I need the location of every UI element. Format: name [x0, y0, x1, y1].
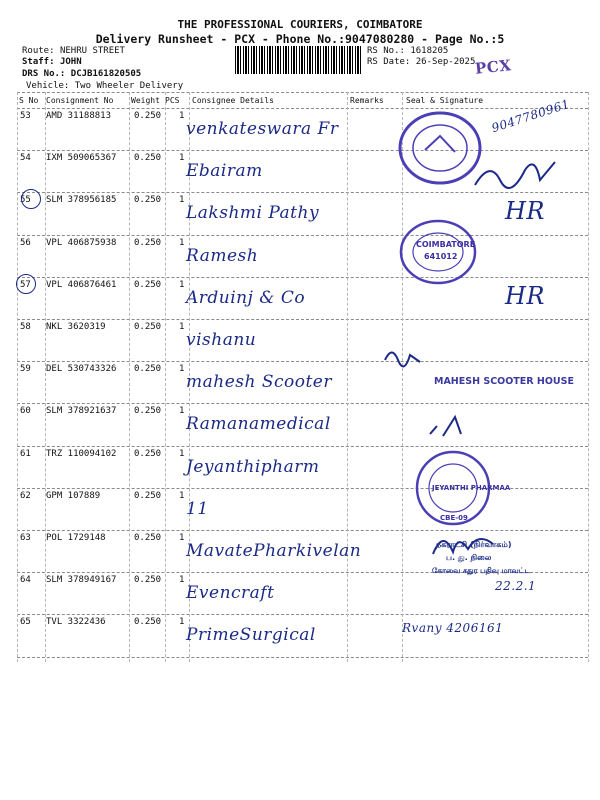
row-consignment: TRZ 110094102	[46, 448, 117, 459]
tamil-stamp-line2: ப. து. நிலை	[446, 553, 492, 562]
row-sno: 63	[20, 533, 31, 543]
row-consignee-handwriting: Ramesh	[186, 245, 259, 266]
row-consignee-handwriting: Ebairam	[186, 161, 263, 182]
row-consignment: POL 1729148	[46, 533, 106, 543]
row-consignee-handwriting: mahesh Scooter	[186, 372, 332, 393]
row-consignment: NKL 3620319	[46, 322, 106, 332]
row-remark-handwriting: HR	[505, 281, 545, 310]
signature-row-60	[425, 412, 470, 442]
grid-row-line	[17, 657, 588, 658]
row-sno: 55	[20, 195, 31, 206]
row-consignment: GPM 107889	[46, 490, 101, 501]
row-pcs: 1	[179, 237, 185, 248]
row-57-circle-mark	[16, 274, 36, 294]
grid-row-line	[17, 403, 588, 404]
row-consignment: VPL 406876461	[46, 279, 117, 290]
row-sno: 60	[20, 406, 31, 417]
row-pcs: 1	[179, 490, 185, 501]
row-weight: 0.250	[134, 575, 162, 586]
grid-row-line	[17, 530, 588, 531]
row-consignee-handwriting: Arduinj & Co	[186, 287, 306, 308]
grid-row-line	[17, 614, 588, 615]
signature-row-63	[428, 524, 498, 564]
row-weight: 0.250	[134, 322, 162, 332]
col-remarks: Remarks	[350, 96, 384, 105]
stamp-coimbatore-text: COIMBATORE	[416, 240, 476, 249]
drs-value: DCJB161820505	[70, 69, 142, 79]
staff-value: JOHN	[59, 57, 82, 67]
route-value: NEHRU STREET	[59, 46, 125, 56]
row-consignment: TVL 3322436	[46, 617, 106, 628]
row-pcs: 1	[179, 111, 185, 121]
col-sno: S No	[19, 96, 39, 105]
row-pcs: 1	[179, 617, 185, 628]
row-weight: 0.250	[134, 490, 162, 501]
grid-col-line	[17, 92, 18, 662]
rs-date: RS Date: 26-Sep-2025	[367, 57, 476, 67]
row-consignee-handwriting: Ramanamedical	[186, 414, 331, 435]
grid-col-line	[165, 92, 166, 662]
grid-col-line	[588, 92, 589, 662]
row-55-circle-mark	[21, 189, 41, 209]
col-pcs: PCS	[165, 96, 180, 105]
row-weight: 0.250	[134, 617, 162, 628]
row-remark-handwriting: Rvany 4206161	[402, 621, 504, 636]
grid-row-line	[17, 361, 588, 362]
route-line	[22, 46, 125, 56]
row-consignee-handwriting: 11	[186, 498, 209, 519]
row-pcs: 1	[179, 279, 185, 290]
row-weight: 0.250	[134, 195, 162, 206]
grid-col-line	[129, 92, 130, 662]
tamil-stamp-line1: நகராட்சி (நிர்வாகம்)	[436, 540, 512, 549]
signature-row-58	[380, 340, 430, 370]
row-consignment: SLM 378921637	[46, 406, 117, 417]
barcode	[235, 46, 363, 74]
row-sno: 58	[20, 322, 31, 332]
row-consignment: IXM 509065367	[46, 153, 117, 164]
jeyanthi-stamp-city: CBE-09	[440, 514, 468, 522]
drs-line	[22, 69, 141, 79]
drs-label: DRS No.:	[22, 69, 66, 79]
grid-row-line	[17, 235, 588, 236]
col-weight: Weight	[131, 96, 160, 105]
row-consignee-handwriting: Lakshmi Pathy	[186, 203, 320, 224]
row-remark-handwriting: HR	[505, 197, 545, 226]
row-sno: 54	[20, 153, 31, 164]
col-consignee: Consignee Details	[192, 96, 274, 105]
row-consignee-handwriting: MavatePharkivelan	[186, 541, 362, 561]
row-weight: 0.250	[134, 279, 162, 290]
staff-label: Staff:	[22, 57, 55, 67]
row-consignee-handwriting: vishanu	[186, 330, 257, 350]
row-sno: 64	[20, 575, 31, 586]
tamil-stamp-line3: கோவை சதுர பதிவு மாவட்ட	[432, 566, 531, 575]
grid-row-line	[17, 319, 588, 320]
pcx-stamp: PCX	[474, 56, 513, 78]
row-pcs: 1	[179, 406, 185, 417]
row-consignee-handwriting: Evencraft	[186, 583, 275, 604]
row-pcs: 1	[179, 322, 185, 332]
col-seal: Seal & Signature	[406, 96, 484, 105]
row-consignee-handwriting: Jeyanthipharm	[186, 456, 320, 477]
stamp-pin-text: 641012	[424, 252, 458, 261]
row-consignment: VPL 406875938	[46, 237, 117, 248]
row-sno: 56	[20, 237, 31, 248]
company-title: THE PROFESSIONAL COURIERS, COIMBATORE	[177, 18, 423, 31]
row-weight: 0.250	[134, 406, 162, 417]
row-weight: 0.250	[134, 237, 162, 248]
vehicle-line: Vehicle: Two Wheeler Delivery	[26, 81, 184, 91]
row-sno: 59	[20, 364, 31, 375]
row-pcs: 1	[179, 448, 185, 459]
mahesh-scooter-stamp: MAHESH SCOOTER HOUSE	[434, 376, 574, 387]
grid-col-line	[347, 92, 348, 662]
jeyanthi-stamp-name: JEYANTHI PHARMAA	[432, 484, 511, 492]
row-sno: 53	[20, 111, 31, 121]
row-pcs: 1	[179, 575, 185, 586]
rs-number: RS No.: 1618205	[367, 46, 449, 56]
row-sno: 57	[20, 279, 31, 290]
row-weight: 0.250	[134, 364, 162, 375]
grid-row-line	[17, 277, 588, 278]
grid-row-line	[17, 446, 588, 447]
signature-row-54	[470, 150, 560, 195]
runsheet-subtitle: Delivery Runsheet - PCX - Phone No.:9047080280 - Page No.:5	[95, 32, 505, 46]
row-pcs: 1	[179, 153, 185, 164]
row-consignee-handwriting: PrimeSurgical	[186, 625, 316, 646]
row-pcs: 1	[179, 364, 185, 375]
route-label: Route:	[22, 46, 55, 56]
row-consignment: SLM 378956185	[46, 195, 117, 206]
row-consignment: SLM 378949167	[46, 575, 117, 586]
staff-line	[22, 57, 82, 67]
row-consignment: DEL 530743326	[46, 364, 117, 375]
row-consignment: AMD 31188813	[46, 111, 112, 121]
row-weight: 0.250	[134, 448, 162, 459]
row-consignee-handwriting: venkateswara Fr	[186, 119, 339, 139]
row-sno: 65	[20, 617, 31, 628]
row-remark-handwriting: 9047780961	[489, 96, 572, 136]
grid-row-line	[17, 92, 588, 93]
row-pcs: 1	[179, 195, 185, 206]
grid-row-line	[17, 108, 588, 109]
row-pcs: 1	[179, 533, 185, 543]
row-remark-handwriting: 22.2.1	[495, 579, 537, 594]
row-weight: 0.250	[134, 533, 162, 543]
row-sno: 62	[20, 490, 31, 501]
row-weight: 0.250	[134, 111, 162, 121]
row-weight: 0.250	[134, 153, 162, 164]
row-sno: 61	[20, 448, 31, 459]
col-consignment: Consignment No	[46, 96, 114, 105]
